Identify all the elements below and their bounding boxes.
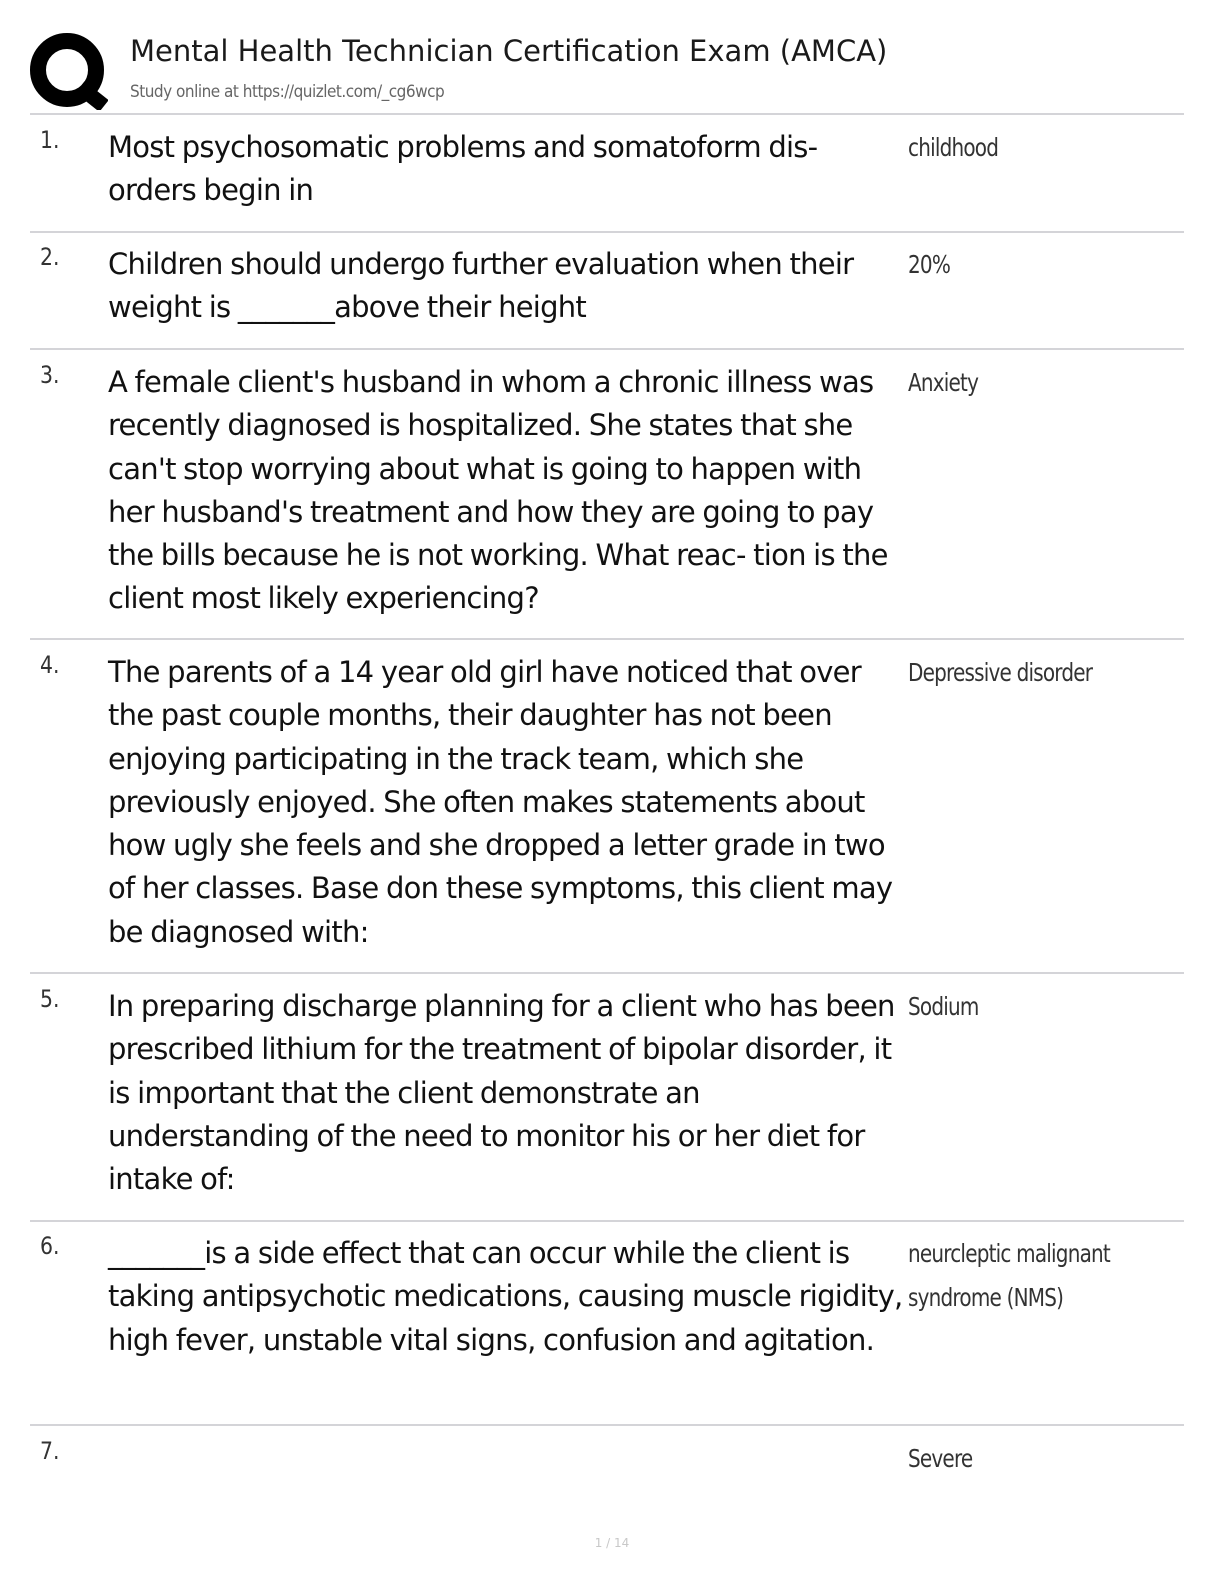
card-answer: 20% (908, 250, 951, 279)
divider (30, 348, 1184, 350)
card-number: 7. (40, 1437, 60, 1465)
card-question: In preparing discharge planning for a client who has been prescribed lithium for the treatment of bipolar disorder, it is important that the client demonstrate an understanding of the need to monitor his or her diet for intake of: (108, 989, 895, 1197)
card-question: Children should undergo further evaluation when their weight is _______above their height (108, 247, 854, 325)
card-answer-line: syndrome (NMS) (908, 1283, 1064, 1312)
document-header (28, 28, 1188, 114)
card-answer: Anxiety (908, 368, 979, 397)
card-number: 5. (40, 985, 60, 1013)
card-answer: Severe (908, 1444, 973, 1473)
card-question: The parents of a 14 year old girl have noticed that over the past couple months, their daughter has not been enjoying participating in the track team, which she previously enjoyed. She often makes statements about how ugly she feels and she dropped a letter grade in two of her classes. Base don these symptoms, this client may be diagnosed with: (108, 655, 893, 949)
card-number: 3. (40, 361, 60, 389)
card-question: A female client's husband in whom a chronic illness was recently diagnosed is hospitalized. She states that she can't stop worrying about what is going to happen with her husband's treatment and how they are going to pay the bills because he is not working. What reac- tion is the client most likely experiencing? (108, 365, 888, 616)
card-question: _______is a side effect that can occur while the client is taking antipsychotic medications, causing muscle rigidity, high fever, unstable vital signs, confusion and agitation. (108, 1236, 903, 1357)
divider (30, 638, 1184, 640)
card-answer: Sodium (908, 992, 979, 1021)
divider (30, 972, 1184, 974)
card-number: 1. (40, 126, 60, 154)
study-online-link-text: Study online at https://quizlet.com/_cg6wcp (130, 82, 445, 102)
quizlet-logo-icon (30, 32, 108, 110)
card-number: 6. (40, 1232, 60, 1260)
divider (30, 113, 1184, 115)
page-number: 1 / 14 (594, 1536, 630, 1550)
card-question: Most psychosomatic problems and somatoform dis- orders begin in (108, 130, 818, 208)
divider (30, 231, 1184, 233)
card-number: 2. (40, 243, 60, 271)
card-answer (908, 1232, 1116, 1320)
card-number: 4. (40, 651, 60, 679)
card-answer: Depressive disorder (908, 658, 1093, 687)
card-answer: childhood (908, 133, 999, 162)
divider (30, 1424, 1184, 1426)
document-title: Mental Health Technician Certification Exam (AMCA) (130, 34, 888, 68)
divider (30, 1220, 1184, 1222)
card-answer-line: neurcleptic malignant (908, 1239, 1110, 1268)
